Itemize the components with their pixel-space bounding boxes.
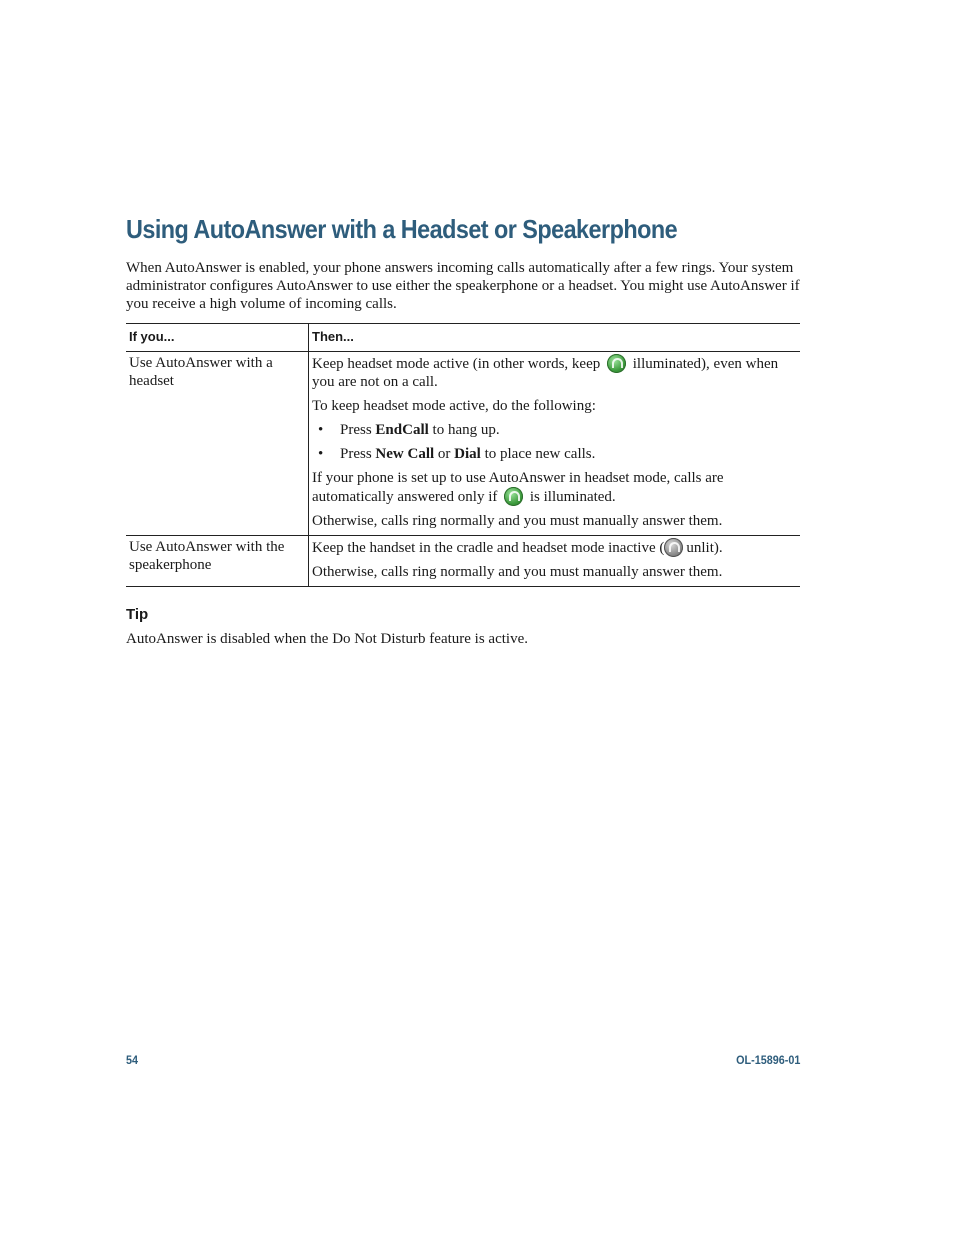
text-segment: If your phone is set up to use AutoAnswer in headset mode, calls are automatically answered only if xyxy=(312,470,724,505)
document-id: OL-15896-01 xyxy=(735,1053,800,1067)
action-cell xyxy=(309,536,801,587)
table-row xyxy=(126,352,800,536)
text-segment: unlit). xyxy=(686,540,723,556)
text-segment: or xyxy=(434,446,455,462)
action-paragraph: To keep headset mode active, do the following: xyxy=(312,398,596,414)
text-segment: to hang up. xyxy=(428,422,500,438)
intro-paragraph: When AutoAnswer is enabled, your phone answers incoming calls automatically after a few rings. Your system administrator configures AutoAnswer to use either the speakerphone or a headset. You might use AutoAnswer if you receive a high volume of incoming calls. xyxy=(126,260,800,312)
text-segment: is illuminated. xyxy=(529,489,616,505)
page-number: 54 xyxy=(126,1053,139,1067)
text-segment: to place new calls. xyxy=(480,446,596,462)
table-header-row xyxy=(126,324,800,352)
text-segment: Keep headset mode active (in other words, keep xyxy=(312,356,601,372)
newcall-softkey-label: New Call xyxy=(375,446,435,462)
action-cell xyxy=(309,352,801,536)
action-paragraph xyxy=(312,538,797,557)
autoanswer-table xyxy=(126,323,800,587)
header-then: Then... xyxy=(309,324,801,352)
text-segment: Press xyxy=(340,422,376,438)
dial-softkey-label: Dial xyxy=(454,446,481,462)
headset-illuminated-icon xyxy=(504,487,523,506)
headset-illuminated-icon xyxy=(607,354,626,373)
condition-cell xyxy=(126,536,309,587)
action-paragraph xyxy=(312,469,797,506)
condition-cell xyxy=(126,352,309,536)
endcall-softkey-label: EndCall xyxy=(375,422,429,438)
text-segment: Keep the handset in the cradle and headset mode inactive ( xyxy=(312,540,665,556)
table-row xyxy=(126,536,800,587)
text-segment: Press xyxy=(340,446,376,462)
tip-heading: Tip xyxy=(126,606,149,623)
action-paragraph: Otherwise, calls ring normally and you must manually answer them. xyxy=(312,564,723,580)
list-item xyxy=(312,445,797,463)
action-paragraph xyxy=(312,354,797,391)
action-paragraph: Otherwise, calls ring normally and you must manually answer them. xyxy=(312,513,723,529)
list-item xyxy=(312,421,797,439)
page-title: Using AutoAnswer with a Headset or Speakerphone xyxy=(126,214,678,244)
tip-text: AutoAnswer is disabled when the Do Not Disturb feature is active. xyxy=(126,631,528,647)
headset-unlit-icon xyxy=(664,538,683,557)
text-segment: illuminated), even when you are not on a call. xyxy=(312,356,779,390)
steps-list xyxy=(312,421,797,463)
condition-headset: Use AutoAnswer with a headset xyxy=(129,355,273,389)
header-if-you: If you... xyxy=(126,324,309,352)
condition-speakerphone: Use AutoAnswer with the speakerphone xyxy=(129,539,285,573)
